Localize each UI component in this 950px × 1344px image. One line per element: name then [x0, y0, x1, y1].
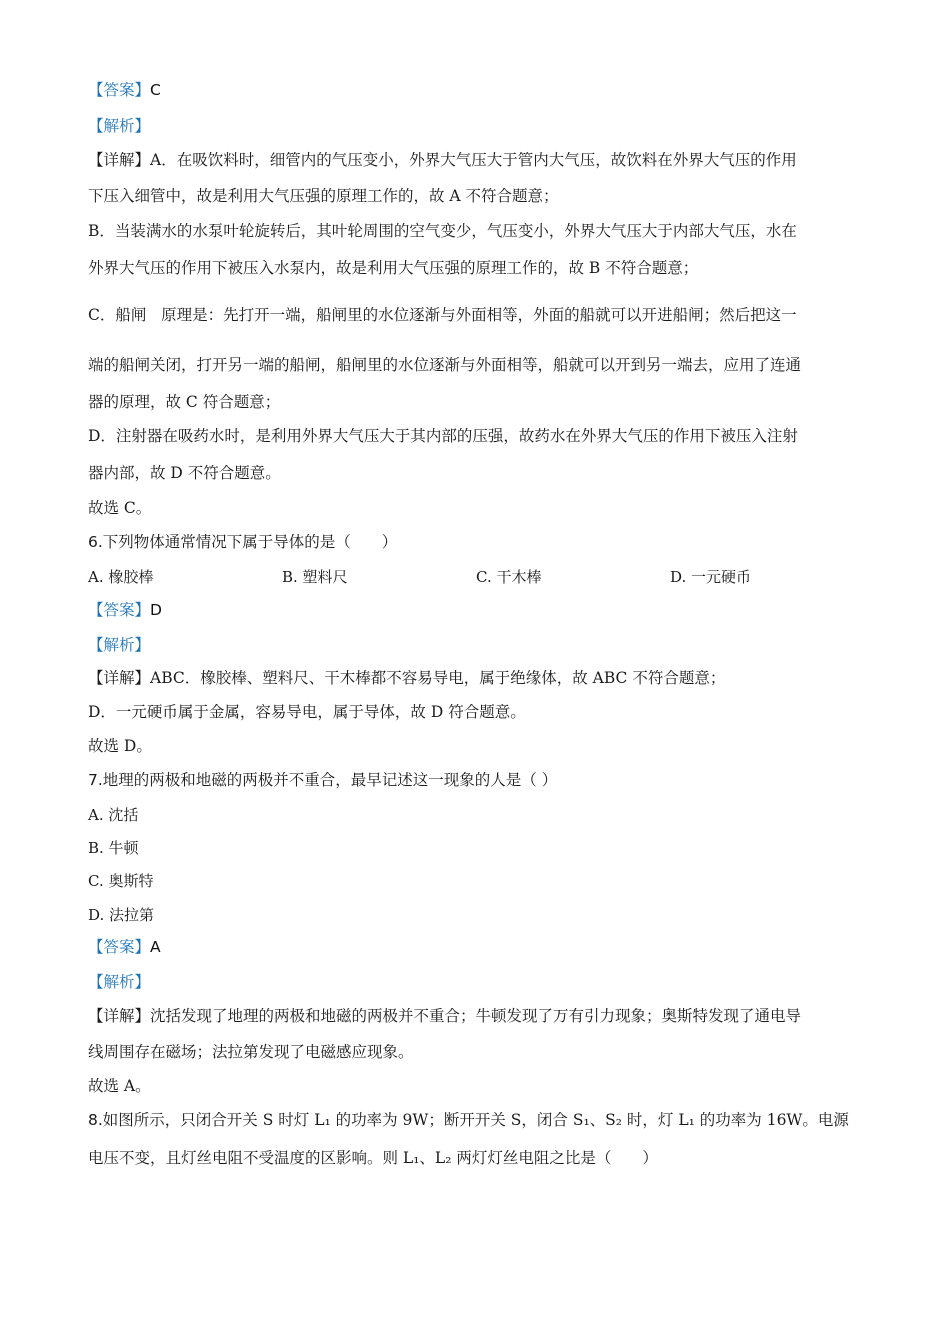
q5-detail-line-8: D．注射器在吸药水时，是利用外界大气压大于其内部的压强，故药水在外界大气压的作用下被压入注射	[88, 427, 798, 445]
detail-text: ABC．橡胶棒、塑料尺、干木棒都不容易导电，属于绝缘体，故 ABC 不符合题意；	[150, 669, 726, 687]
q6-conclusion: 故选 D。	[88, 737, 152, 755]
answer-tag: 【答案】	[88, 938, 151, 956]
q7-option-a: A. 沈括	[88, 806, 139, 824]
q7-detail-line-2: 线周围存在磁场；法拉第发现了电磁感应现象。	[88, 1043, 414, 1061]
q6-option-d: D. 一元硬币	[670, 568, 752, 586]
q5-detail-line-4: 外界大气压的作用下被压入水泵内，故是利用大气压强的原理工作的，故 B 不符合题意；	[88, 259, 699, 277]
q5-detail-line-9: 器内部，故 D 不符合题意。	[88, 464, 281, 482]
q6-analysis-tag: 【解析】	[88, 636, 151, 654]
detail-text: A．在吸饮料时，细管内的气压变小，外界大气压大于管内大气压，故饮料在外界大气压的作用	[150, 151, 797, 169]
q6-stem	[88, 532, 397, 552]
q7-option-c: C. 奥斯特	[88, 872, 154, 890]
q7-answer	[88, 937, 161, 957]
q7-option-d: D. 法拉第	[88, 906, 155, 924]
q7-detail-line-1	[88, 1006, 801, 1026]
question-number: 8.	[88, 1111, 103, 1129]
q6-detail-line-1	[88, 668, 725, 688]
question-text: 下列物体通常情况下属于导体的是（ ）	[102, 533, 398, 551]
answer-value: C	[150, 81, 161, 99]
q5-detail-line-7: 器的原理，故 C 符合题意；	[88, 393, 281, 411]
q6-option-a: A. 橡胶棒	[88, 568, 154, 586]
question-number: 7.	[88, 771, 103, 789]
detail-tag: 【详解】	[88, 151, 151, 169]
q5-conclusion: 故选 C。	[88, 499, 152, 517]
question-number: 6.	[88, 533, 103, 551]
q8-stem-line-2: 电压不变，且灯丝电阻不受温度的区影响。则 L₁、L₂ 两灯灯丝电阻之比是（ ）	[88, 1149, 658, 1167]
q7-stem	[88, 770, 557, 790]
detail-tag: 【详解】	[88, 1007, 151, 1025]
q6-option-b: B. 塑料尺	[282, 568, 348, 586]
q6-answer	[88, 600, 162, 620]
q5-detail-line-6: 端的船闸关闭，打开另一端的船闸，船闸里的水位逐渐与外面相等，船就可以开到另一端去，应用了连通	[88, 356, 802, 374]
answer-tag: 【答案】	[88, 81, 151, 99]
q6-option-c: C. 干木棒	[476, 568, 542, 586]
q7-analysis-tag: 【解析】	[88, 973, 151, 991]
q5-detail-line-5: C．船闸 原理是：先打开一端，船闸里的水位逐渐与外面相等，外面的船就可以开进船闸；然后把这一	[88, 306, 797, 324]
q7-option-b: B. 牛顿	[88, 839, 139, 857]
q7-conclusion: 故选 A。	[88, 1077, 151, 1095]
detail-tag: 【详解】	[88, 669, 151, 687]
answer-value: D	[150, 601, 162, 619]
answer-value: A	[150, 938, 161, 956]
q6-detail-line-2: D．一元硬币属于金属，容易导电，属于导体，故 D 符合题意。	[88, 703, 526, 721]
question-text: 地理的两极和地磁的两极并不重合，最早记述这一现象的人是（ ）	[102, 771, 558, 789]
answer-tag: 【答案】	[88, 601, 151, 619]
q8-stem-line-1	[88, 1110, 849, 1130]
q5-analysis-tag: 【解析】	[88, 117, 151, 135]
detail-text: 沈括发现了地理的两极和地磁的两极并不重合；牛顿发现了万有引力现象；奥斯特发现了通电导	[150, 1007, 802, 1025]
q5-detail-line-2: 下压入细管中，故是利用大气压强的原理工作的，故 A 不符合题意；	[88, 187, 559, 205]
q5-detail-line-3: B．当装满水的水泵叶轮旋转后，其叶轮周围的空气变少，气压变小，外界大气压大于内部大气压，水在	[88, 222, 797, 240]
q5-answer	[88, 80, 161, 100]
q5-detail-line-1	[88, 150, 797, 170]
question-text: 如图所示，只闭合开关 S 时灯 L₁ 的功率为 9W；断开开关 S，闭合 S₁、S₂ 时，灯 L₁ 的功率为 16W。电源	[102, 1111, 849, 1129]
